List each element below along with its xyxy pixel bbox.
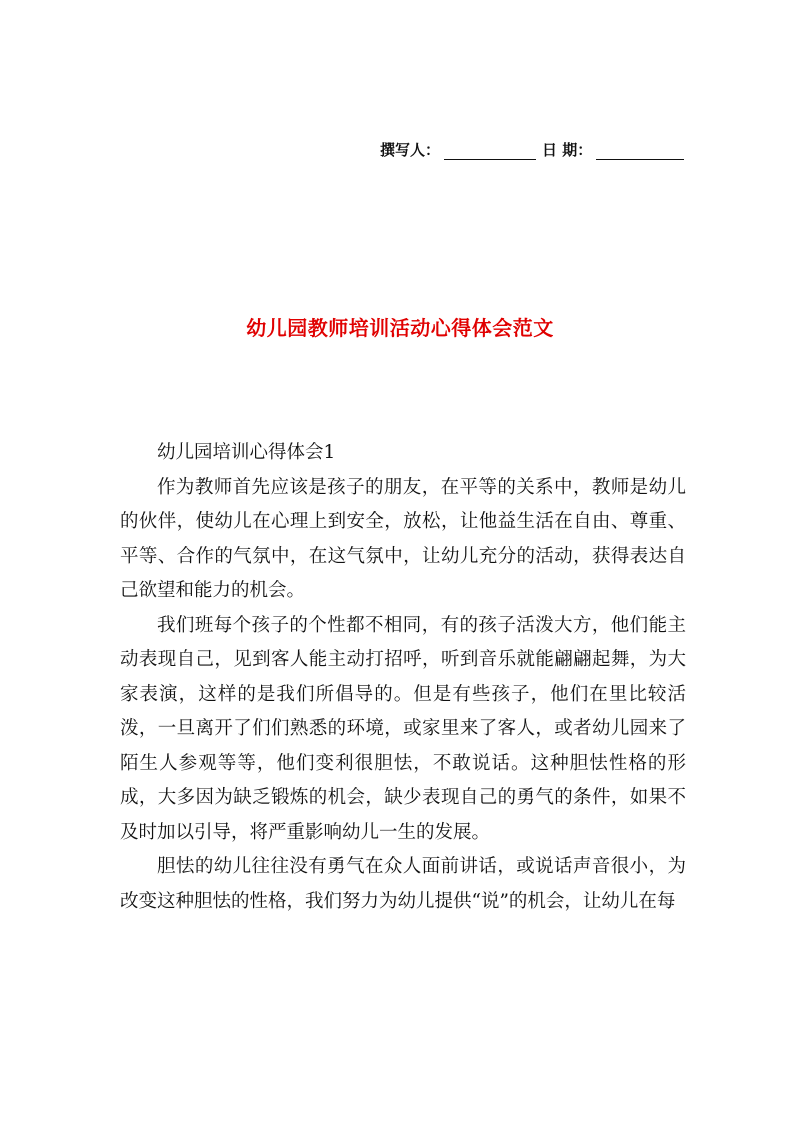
paragraph: 我们班每个孩子的个性都不相同，有的孩子活泼大方，他们能主动表现自己，见到客人能主动打招呼，听到音乐就能翩翩起舞，为大家表演，这样的是我们所倡导的。但是有些孩子，他们在里比较活泼，一旦离开了们们熟悉的环境，或家里来了客人，或者幼儿园来了陌生人参观等等，他们变利很胆怯，不敢说话。这种胆怯性格的形成，大多因为缺乏锻炼的机会，缺少表现自己的勇气的条件，如果不及时加以引导，将严重影响幼儿一生的发展。	[120, 614, 686, 843]
document-title: 幼儿园教师培训活动心得体会范文	[246, 316, 554, 340]
paragraph: 作为教师首先应该是孩子的朋友，在平等的关系中，教师是幼儿的伙伴，使幼儿在心理上到安全，放松，让他益生活在自由、尊重、平等、合作的气氛中，在这气氛中，让幼儿充分的活动，获得表达自己欲望和能力的机会。	[120, 476, 686, 601]
date-blank	[596, 143, 684, 160]
section-heading: 幼儿园培训心得体会1	[157, 442, 336, 463]
author-label: 撰写人：	[380, 141, 441, 159]
author-blank	[444, 143, 536, 160]
document-body	[120, 436, 686, 919]
paragraph: 胆怯的幼儿往往没有勇气在众人面前讲话，或说话声音很小，为改变这种胆怯的性格，我们努力为幼儿提供“说”的机会，让幼儿在每	[120, 856, 686, 912]
date-label: 日 期：	[542, 141, 593, 159]
author-date-line	[380, 139, 690, 160]
